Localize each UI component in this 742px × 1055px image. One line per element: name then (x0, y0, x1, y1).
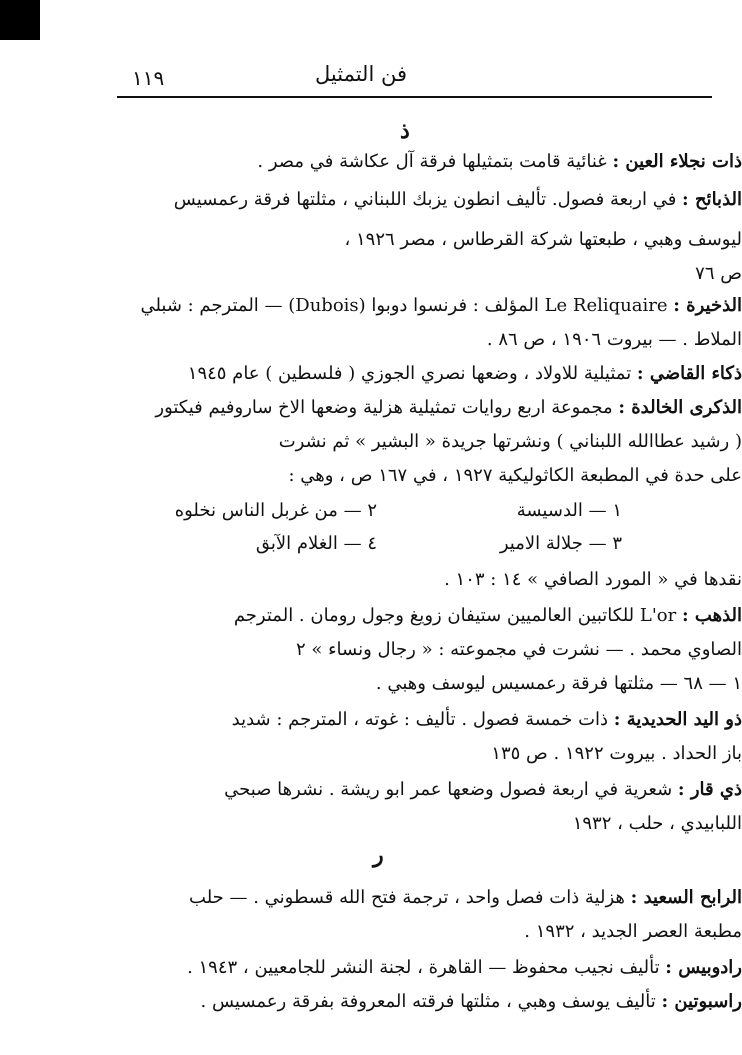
page-number: ١١٩ (132, 66, 165, 90)
entry-line: ( رشيد عطاالله اللبناني ) ونشرتها جريدة « البشير » ثم نشرت (278, 431, 742, 452)
section-letter-ra: ر (373, 842, 384, 868)
entry-line: على حدة في المطبعة الكاثوليكية ١٩٢٧ ، في ١٦٧ ص ، وهي : (288, 465, 742, 486)
entry-line: اللبابيدي ، حلب ، ١٩٣٢ (572, 813, 742, 834)
entry-line: الملاط . — بيروت ١٩٠٦ ، ص ٨٦ . (486, 329, 742, 350)
entry-line: رادوبيس : تأليف نجيب محفوظ — القاهرة ، لجنة النشر للجامعيين ، ١٩٤٣ . (187, 957, 742, 978)
header-divider (117, 96, 712, 98)
entry-line: نقدها في « المورد الصافي » ١٤ : ١٠٣ . (444, 569, 742, 590)
entry-line: ذات نجلاء العين : غنائية قامت بتمثيلها فرقة آل عكاشة في مصر . (257, 151, 742, 172)
entry-line: الذكرى الخالدة : مجموعة اربع روايات تمثيلية هزلية وضعها الاخ ساروفيم فيكتور (155, 397, 742, 418)
list-item: ٤ — الغلام الآبق (255, 533, 377, 554)
entry-line: ذكاء القاضي : تمثيلية للاولاد ، وضعها نصري الجوزي ( فلسطين ) عام ١٩٤٥ (187, 363, 742, 384)
entry-line: ١ — ٦٨ — مثلتها فرقة رعمسيس ليوسف وهبي . (375, 673, 742, 694)
entry-line: ليوسف وهبي ، طبعتها شركة القرطاس ، مصر ١٩٢٦ ، (344, 229, 742, 250)
list-item: ١ — الدسيسة (516, 500, 622, 521)
entry-line: الذبائح : في اربعة فصول. تأليف انطون يزبك اللبناني ، مثلتها فرقة رعمسيس (173, 189, 742, 210)
list-item: ٢ — من غربل الناس نخلوه (174, 500, 377, 521)
running-title: فن التمثيل (315, 62, 407, 86)
entry-line: الذهب : L'or للكاتبين العالميين ستيفان زويغ وجول رومان . المترجم (233, 605, 742, 626)
scan-corner (0, 0, 40, 40)
entry-line: ذو اليد الحديدية : ذات خمسة فصول . تأليف : غوته ، المترجم : شديد (231, 709, 742, 730)
section-letter-dhal: ذ (400, 118, 410, 144)
entry-line: مطبعة العصر الجديد ، ١٩٣٢ . (524, 921, 742, 942)
entry-line: باز الحداد . بيروت ١٩٢٢ . ص ١٣٥ (491, 743, 742, 764)
entry-line: الرابح السعيد : هزلية ذات فصل واحد ، ترجمة فتح الله قسطوني . — حلب (189, 887, 742, 908)
entry-line: ص ٧٦ (695, 263, 742, 284)
entry-line: ذي قار : شعرية في اربعة فصول وضعها عمر ابو ريشة . نشرها صبحي (224, 779, 742, 800)
list-item: ٣ — جلالة الامير (499, 533, 622, 554)
entry-line: الذخيرة : Le Reliquaire المؤلف : فرنسوا دوبوا (Dubois) — المترجم : شبلي (140, 295, 742, 316)
entry-line: الصاوي محمد . — نشرت في مجموعته : « رجال ونساء » ٢ (295, 639, 742, 660)
entry-line: راسبوتين : تأليف يوسف وهبي ، مثلتها فرقته المعروفة بفرقة رعمسيس . (200, 991, 742, 1012)
